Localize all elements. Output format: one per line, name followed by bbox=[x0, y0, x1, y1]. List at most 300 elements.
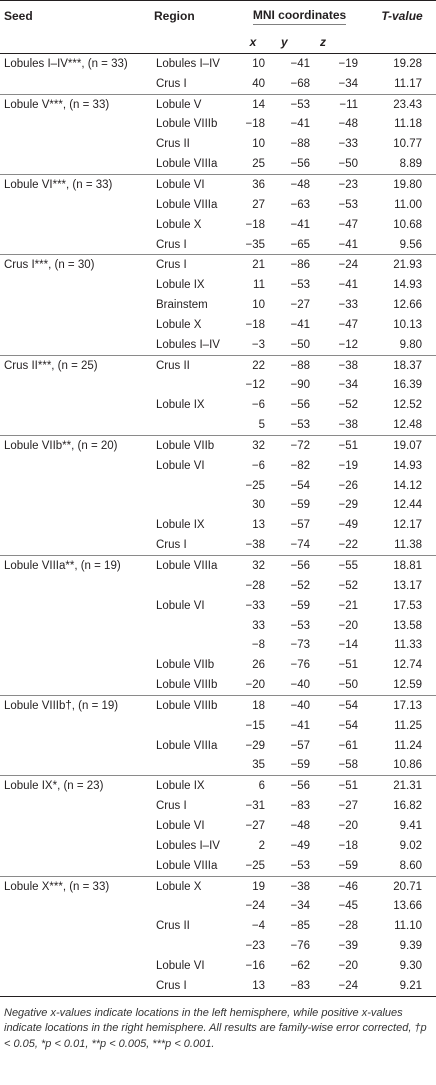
table-row bbox=[0, 415, 436, 435]
z-cell: −33 bbox=[338, 299, 359, 312]
t-value-cell: 12.48 bbox=[393, 419, 423, 432]
seed-cell bbox=[0, 716, 150, 736]
y-cell: −52 bbox=[290, 579, 310, 592]
region-cell: Crus I bbox=[156, 77, 187, 90]
z-cell: −59 bbox=[338, 859, 359, 872]
z-cell: −29 bbox=[338, 499, 359, 512]
seed-cell bbox=[0, 736, 150, 756]
table-row bbox=[0, 315, 436, 335]
t-value-cell: 12.44 bbox=[393, 499, 423, 512]
seed-cell bbox=[0, 315, 150, 335]
z-cell: −51 bbox=[316, 436, 364, 456]
region-cell: Lobule X bbox=[156, 318, 202, 331]
seed-cell bbox=[0, 816, 150, 836]
z-cell: −49 bbox=[338, 519, 359, 532]
y-cell: −40 bbox=[290, 679, 310, 692]
region-cell bbox=[150, 756, 235, 776]
table-header bbox=[0, 1, 436, 54]
y-cell: −41 bbox=[290, 318, 310, 331]
z-cell: −20 bbox=[338, 959, 359, 972]
z-cell: −51 bbox=[316, 776, 364, 796]
table-row bbox=[0, 275, 436, 295]
region-cell: Lobule VIIb bbox=[156, 659, 215, 672]
seed-cell: Lobules I–IV***, (n = 33) bbox=[4, 57, 128, 70]
table-row bbox=[0, 74, 436, 94]
z-cell: −28 bbox=[338, 920, 359, 933]
t-value-cell: 11.10 bbox=[394, 920, 423, 933]
z-cell: −61 bbox=[338, 739, 359, 752]
y-cell: −38 bbox=[271, 876, 316, 896]
t-value-cell: 13.58 bbox=[393, 619, 423, 632]
z-cell: −20 bbox=[338, 819, 359, 832]
region-cell: Crus II bbox=[156, 920, 190, 933]
z-cell: −11 bbox=[316, 94, 364, 114]
y-cell: −59 bbox=[290, 499, 310, 512]
t-value-cell: 14.12 bbox=[393, 479, 423, 492]
table-row bbox=[0, 816, 436, 836]
x-cell: −31 bbox=[245, 800, 265, 813]
y-cell: −53 bbox=[271, 94, 316, 114]
region-cell: Lobule IX bbox=[150, 776, 235, 796]
t-value-cell: 21.93 bbox=[364, 255, 436, 275]
x-cell: 13 bbox=[235, 976, 271, 996]
seed-cell bbox=[0, 195, 150, 215]
region-cell: Lobule IX bbox=[156, 519, 205, 532]
y-cell: −41 bbox=[290, 57, 310, 70]
t-value-cell: 11.18 bbox=[394, 118, 423, 131]
z-cell: −12 bbox=[338, 338, 359, 351]
t-value-cell: 11.25 bbox=[394, 719, 423, 732]
y-cell: −68 bbox=[290, 77, 310, 90]
region-cell: Lobule VI bbox=[156, 959, 205, 972]
seed-cell: Lobule X***, (n = 33) bbox=[0, 876, 150, 896]
y-cell: −72 bbox=[271, 436, 316, 456]
x-cell: −6 bbox=[251, 399, 265, 412]
y-cell: −62 bbox=[290, 959, 310, 972]
table-row bbox=[0, 94, 436, 114]
z-cell: −24 bbox=[316, 255, 364, 275]
t-value-cell: 14.93 bbox=[393, 459, 423, 472]
x-cell: 19 bbox=[235, 876, 271, 896]
t-value-cell: 12.74 bbox=[393, 659, 423, 672]
x-cell: −15 bbox=[245, 719, 265, 732]
x-cell: −8 bbox=[251, 639, 265, 652]
table-row bbox=[0, 395, 436, 415]
y-cell: −56 bbox=[271, 776, 316, 796]
x-cell: −29 bbox=[245, 739, 265, 752]
seed-cell bbox=[0, 154, 150, 174]
seed-cell bbox=[0, 956, 150, 976]
y-cell: −56 bbox=[290, 158, 310, 171]
seed-cell bbox=[0, 675, 150, 695]
x-cell: 10 bbox=[252, 57, 265, 70]
t-value-cell: 8.89 bbox=[399, 158, 423, 171]
z-cell: −33 bbox=[338, 138, 359, 151]
x-cell: 10 bbox=[252, 299, 265, 312]
t-value-cell: 13.17 bbox=[393, 579, 423, 592]
region-cell: Lobule VIIIa bbox=[156, 739, 218, 752]
t-value-cell: 20.71 bbox=[364, 876, 436, 896]
z-cell: −22 bbox=[338, 539, 359, 552]
t-value-cell: 19.28 bbox=[393, 57, 423, 70]
y-cell: −59 bbox=[290, 759, 310, 772]
x-cell: −28 bbox=[245, 579, 265, 592]
x-cell: 14 bbox=[235, 94, 271, 114]
x-cell: 26 bbox=[252, 659, 265, 672]
seed-cell: Lobule VIIIb†, (n = 19) bbox=[0, 696, 150, 716]
table-row bbox=[0, 154, 436, 174]
z-cell: −21 bbox=[338, 599, 359, 612]
table-row bbox=[0, 696, 436, 716]
z-cell: −47 bbox=[338, 318, 359, 331]
x-cell: −3 bbox=[251, 338, 265, 351]
region-cell: Crus I bbox=[150, 976, 235, 996]
x-cell: 5 bbox=[258, 419, 265, 432]
x-cell: −16 bbox=[245, 959, 265, 972]
z-cell: −54 bbox=[338, 719, 359, 732]
seed-cell bbox=[0, 616, 150, 636]
x-cell: 27 bbox=[252, 198, 265, 211]
table-row bbox=[0, 796, 436, 816]
t-value-cell: 11.24 bbox=[394, 739, 423, 752]
t-value-cell: 17.13 bbox=[364, 696, 436, 716]
region-cell: Lobule VIIIa bbox=[156, 198, 218, 211]
x-cell: 40 bbox=[252, 77, 265, 90]
x-cell: 13 bbox=[252, 519, 265, 532]
table-row bbox=[0, 376, 436, 396]
x-cell: −18 bbox=[245, 318, 265, 331]
region-cell bbox=[150, 576, 235, 596]
region-cell: Lobules I–IV bbox=[156, 57, 220, 70]
y-cell: −85 bbox=[290, 920, 310, 933]
y-cell: −41 bbox=[290, 218, 310, 231]
table-row bbox=[0, 115, 436, 135]
z-cell: −19 bbox=[338, 459, 359, 472]
t-value-cell: 9.02 bbox=[399, 839, 423, 852]
y-cell: −53 bbox=[290, 419, 310, 432]
t-value-cell: 23.43 bbox=[364, 94, 436, 114]
y-cell: −73 bbox=[290, 639, 310, 652]
y-cell: −83 bbox=[290, 800, 310, 813]
z-cell: −54 bbox=[316, 696, 364, 716]
x-cell: 10 bbox=[252, 138, 265, 151]
seed-cell bbox=[0, 376, 150, 396]
t-value-cell: 10.13 bbox=[393, 318, 423, 331]
t-value-cell: 11.00 bbox=[394, 198, 423, 211]
seed-cell bbox=[0, 796, 150, 816]
x-cell: −25 bbox=[245, 479, 265, 492]
seed-cell bbox=[0, 535, 150, 555]
region-cell: Lobule VIIIa bbox=[156, 859, 218, 872]
table-row bbox=[0, 54, 436, 74]
region-cell: Crus II bbox=[156, 138, 190, 151]
table-row bbox=[0, 335, 436, 355]
region-cell: Lobule VIIb bbox=[150, 436, 235, 456]
region-cell: Lobule VIIIa bbox=[156, 158, 218, 171]
t-value-cell: 13.66 bbox=[393, 900, 423, 913]
y-cell: −27 bbox=[290, 299, 310, 312]
region-cell bbox=[150, 496, 235, 516]
t-value-cell: 16.82 bbox=[393, 800, 423, 813]
seed-cell bbox=[0, 635, 150, 655]
t-value-cell: 9.41 bbox=[399, 819, 423, 832]
x-cell: −18 bbox=[245, 118, 265, 131]
seed-cell bbox=[0, 496, 150, 516]
table-row bbox=[0, 456, 436, 476]
y-cell: −76 bbox=[290, 659, 310, 672]
seed-cell bbox=[0, 275, 150, 295]
z-cell: −52 bbox=[338, 399, 359, 412]
table-row bbox=[0, 916, 436, 936]
table-row bbox=[0, 255, 436, 275]
region-cell bbox=[150, 936, 235, 956]
t-value-cell: 9.21 bbox=[364, 976, 436, 996]
region-cell: Lobules I–IV bbox=[156, 839, 220, 852]
seed-cell: Lobule VI***, (n = 33) bbox=[0, 175, 150, 195]
t-value-cell: 16.39 bbox=[393, 379, 423, 392]
seed-cell bbox=[0, 896, 150, 916]
table-row bbox=[0, 476, 436, 496]
table-row bbox=[0, 295, 436, 315]
y-cell: −59 bbox=[290, 599, 310, 612]
y-cell: −53 bbox=[290, 279, 310, 292]
seed-cell: Lobule V***, (n = 33) bbox=[0, 94, 150, 114]
header-tvalue bbox=[364, 1, 436, 32]
header-mni bbox=[235, 1, 364, 32]
z-cell: −18 bbox=[338, 839, 359, 852]
z-cell: −34 bbox=[338, 379, 359, 392]
seed-cell bbox=[0, 134, 150, 154]
t-value-cell: 9.39 bbox=[399, 940, 423, 953]
seed-cell bbox=[0, 74, 150, 94]
region-cell bbox=[150, 376, 235, 396]
seed-cell bbox=[0, 756, 150, 776]
x-cell: 18 bbox=[235, 696, 271, 716]
t-value-cell: 11.17 bbox=[394, 77, 423, 90]
y-cell: −34 bbox=[290, 900, 310, 913]
z-cell: −55 bbox=[316, 556, 364, 576]
header-z: z bbox=[316, 31, 364, 54]
z-cell: −38 bbox=[316, 355, 364, 375]
x-cell: −33 bbox=[245, 599, 265, 612]
y-cell: −83 bbox=[271, 976, 316, 996]
region-cell: Brainstem bbox=[156, 299, 208, 312]
seed-cell bbox=[0, 655, 150, 675]
seed-cell bbox=[0, 515, 150, 535]
header-tvalue-label: T-value bbox=[381, 9, 423, 23]
z-cell: −47 bbox=[338, 218, 359, 231]
seed-cell: Lobule VIIb**, (n = 20) bbox=[0, 436, 150, 456]
y-cell: −56 bbox=[271, 556, 316, 576]
t-value-cell: 10.68 bbox=[393, 218, 423, 231]
header-mni-label: MNI coordinates bbox=[253, 8, 346, 25]
x-cell: −27 bbox=[245, 819, 265, 832]
table-row bbox=[0, 836, 436, 856]
table-body bbox=[0, 54, 436, 997]
x-cell: 6 bbox=[235, 776, 271, 796]
x-cell: 25 bbox=[252, 158, 265, 171]
header-x: x bbox=[235, 31, 271, 54]
z-cell: −19 bbox=[338, 57, 359, 70]
t-value-cell: 8.60 bbox=[399, 859, 423, 872]
z-cell: −41 bbox=[338, 279, 359, 292]
t-value-cell: 12.52 bbox=[393, 399, 423, 412]
region-cell: Lobule VIIIb bbox=[156, 679, 218, 692]
table-row bbox=[0, 936, 436, 956]
x-cell: −25 bbox=[245, 859, 265, 872]
x-cell: −35 bbox=[245, 238, 265, 251]
x-cell: 11 bbox=[253, 279, 265, 292]
x-cell: 33 bbox=[252, 619, 265, 632]
region-cell: Lobules I–IV bbox=[156, 338, 220, 351]
z-cell: −53 bbox=[338, 198, 359, 211]
region-cell: Lobule VI bbox=[156, 459, 205, 472]
table-row bbox=[0, 736, 436, 756]
header-seed: Seed bbox=[4, 9, 33, 23]
region-cell bbox=[150, 635, 235, 655]
table-row bbox=[0, 635, 436, 655]
table-row bbox=[0, 436, 436, 456]
header-blank-region bbox=[150, 31, 235, 54]
y-cell: −63 bbox=[290, 198, 310, 211]
y-cell: −90 bbox=[290, 379, 310, 392]
table-row bbox=[0, 756, 436, 776]
z-cell: −50 bbox=[338, 679, 359, 692]
region-cell bbox=[150, 415, 235, 435]
header-blank-t bbox=[364, 31, 436, 54]
y-cell: −57 bbox=[290, 519, 310, 532]
region-cell bbox=[150, 476, 235, 496]
seed-cell bbox=[0, 215, 150, 235]
t-value-cell: 12.17 bbox=[393, 519, 423, 532]
seed-cell bbox=[0, 936, 150, 956]
y-cell: −48 bbox=[290, 819, 310, 832]
table-row bbox=[0, 535, 436, 555]
header-region: Region bbox=[154, 9, 195, 23]
table-row bbox=[0, 556, 436, 576]
table-row bbox=[0, 195, 436, 215]
region-cell: Lobule VIIIa bbox=[150, 556, 235, 576]
table-row bbox=[0, 856, 436, 876]
seed-cell bbox=[0, 295, 150, 315]
seed-cell: Lobule IX*, (n = 23) bbox=[0, 776, 150, 796]
t-value-cell: 9.80 bbox=[399, 338, 423, 351]
region-cell: Crus I bbox=[150, 255, 235, 275]
table-row bbox=[0, 355, 436, 375]
region-cell: Lobule VIIIb bbox=[150, 696, 235, 716]
t-value-cell: 18.81 bbox=[364, 556, 436, 576]
t-value-cell: 11.33 bbox=[394, 639, 423, 652]
y-cell: −88 bbox=[271, 355, 316, 375]
seed-cell bbox=[0, 456, 150, 476]
z-cell: −48 bbox=[338, 118, 359, 131]
y-cell: −41 bbox=[290, 118, 310, 131]
x-cell: 21 bbox=[235, 255, 271, 275]
y-cell: −86 bbox=[271, 255, 316, 275]
table-row bbox=[0, 235, 436, 255]
t-value-cell: 12.66 bbox=[393, 299, 423, 312]
seed-cell bbox=[0, 395, 150, 415]
seed-cell bbox=[0, 235, 150, 255]
x-cell: −18 bbox=[245, 218, 265, 231]
seed-cell: Crus I***, (n = 30) bbox=[0, 255, 150, 275]
z-cell: −27 bbox=[338, 800, 359, 813]
x-cell: −12 bbox=[245, 379, 265, 392]
region-cell: Lobule X bbox=[156, 218, 202, 231]
region-cell: Lobule V bbox=[150, 94, 235, 114]
z-cell: −14 bbox=[338, 639, 359, 652]
region-cell bbox=[150, 616, 235, 636]
x-cell: 32 bbox=[235, 436, 271, 456]
z-cell: −23 bbox=[316, 175, 364, 195]
y-cell: −74 bbox=[290, 539, 310, 552]
z-cell: −39 bbox=[338, 940, 359, 953]
y-cell: −40 bbox=[271, 696, 316, 716]
t-value-cell: 19.80 bbox=[364, 175, 436, 195]
seed-cell bbox=[0, 916, 150, 936]
region-cell: Lobule IX bbox=[156, 279, 205, 292]
region-cell: Crus I bbox=[156, 800, 187, 813]
table-row bbox=[0, 716, 436, 736]
t-value-cell: 11.38 bbox=[394, 539, 423, 552]
x-cell: −38 bbox=[245, 539, 265, 552]
x-cell: 35 bbox=[252, 759, 265, 772]
y-cell: −54 bbox=[290, 479, 310, 492]
t-value-cell: 19.07 bbox=[364, 436, 436, 456]
x-cell: −6 bbox=[251, 459, 265, 472]
seed-cell bbox=[0, 596, 150, 616]
seed-cell: Lobule VIIIa**, (n = 19) bbox=[0, 556, 150, 576]
y-cell: −53 bbox=[290, 619, 310, 632]
t-value-cell: 18.37 bbox=[364, 355, 436, 375]
y-cell: −56 bbox=[290, 399, 310, 412]
table-row bbox=[0, 596, 436, 616]
z-cell: −34 bbox=[338, 77, 359, 90]
region-cell: Crus II bbox=[150, 355, 235, 375]
x-cell: 36 bbox=[235, 175, 271, 195]
y-cell: −88 bbox=[290, 138, 310, 151]
region-cell bbox=[150, 896, 235, 916]
y-cell: −57 bbox=[290, 739, 310, 752]
t-value-cell: 14.93 bbox=[393, 279, 423, 292]
t-value-cell: 9.30 bbox=[399, 959, 423, 972]
y-cell: −53 bbox=[290, 859, 310, 872]
table-row bbox=[0, 496, 436, 516]
table-row bbox=[0, 896, 436, 916]
region-cell: Crus I bbox=[156, 539, 187, 552]
region-cell: Lobule VI bbox=[156, 819, 205, 832]
header-blank-seed bbox=[0, 31, 150, 54]
x-cell: 32 bbox=[235, 556, 271, 576]
seed-cell bbox=[0, 576, 150, 596]
table-row bbox=[0, 576, 436, 596]
z-cell: −20 bbox=[338, 619, 359, 632]
seed-cell bbox=[0, 115, 150, 135]
x-cell: 2 bbox=[258, 839, 265, 852]
z-cell: −41 bbox=[338, 238, 359, 251]
y-cell: −76 bbox=[290, 940, 310, 953]
x-cell: 22 bbox=[235, 355, 271, 375]
z-cell: −24 bbox=[316, 976, 364, 996]
y-cell: −41 bbox=[290, 719, 310, 732]
table-row bbox=[0, 515, 436, 535]
table-row bbox=[0, 776, 436, 796]
table-row bbox=[0, 175, 436, 195]
table-row bbox=[0, 675, 436, 695]
region-cell: Lobule VI bbox=[150, 175, 235, 195]
table-row bbox=[0, 215, 436, 235]
y-cell: −82 bbox=[290, 459, 310, 472]
